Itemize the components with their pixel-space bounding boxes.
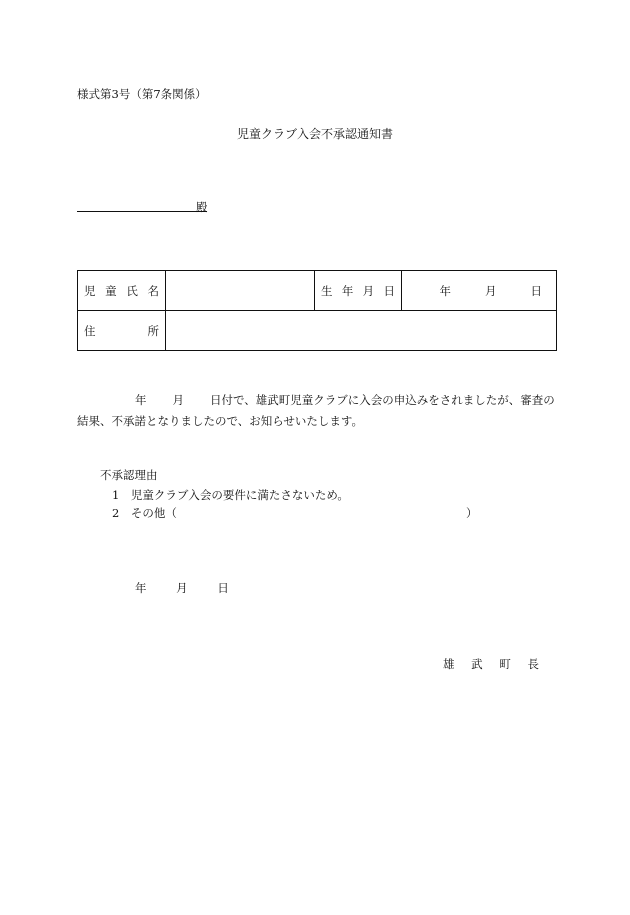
- child-name-label: 児 童 氏 名: [78, 271, 166, 311]
- child-row: [78, 271, 557, 311]
- issue-date: [135, 580, 229, 596]
- addressee-line: [77, 210, 207, 212]
- issue-year: 年: [135, 581, 147, 595]
- address-value[interactable]: [166, 311, 557, 351]
- form-number: 様式第3号（第7条関係）: [77, 87, 207, 101]
- issuer: 雄 武 町 長: [443, 657, 539, 671]
- body-date-year: 年: [135, 393, 147, 407]
- notice-body: [77, 390, 557, 432]
- reason-heading: 不承認理由: [100, 468, 158, 482]
- address-row: [78, 311, 557, 351]
- body-date-month: 月: [172, 393, 184, 407]
- birth-year-label: 年: [439, 283, 451, 298]
- child-name-value[interactable]: [166, 271, 315, 311]
- birth-date-label: 生 年 月 日: [315, 271, 402, 311]
- issue-month: 月: [176, 581, 188, 595]
- birth-date-value[interactable]: [402, 271, 557, 311]
- body-text: 日付で、雄武町児童クラブに入会の申込みをされましたが、審査の結果、不承諾となりましたので、お知らせいたします。: [77, 393, 555, 428]
- birth-day-label: 日: [530, 283, 542, 298]
- address-label: 住 所: [78, 311, 166, 351]
- birth-month-label: 月: [485, 283, 497, 298]
- document-title: 児童クラブ入会不承認通知書: [236, 127, 393, 141]
- addressee-suffix: 殿: [196, 200, 208, 214]
- child-info-table: [77, 270, 557, 351]
- reason-item-2-close: ）: [466, 506, 478, 520]
- reason-item-2: 2 その他（: [112, 506, 177, 520]
- issue-day: 日: [217, 581, 229, 595]
- reason-item-1: 1 児童クラブ入会の要件に満たさないため。: [112, 488, 349, 502]
